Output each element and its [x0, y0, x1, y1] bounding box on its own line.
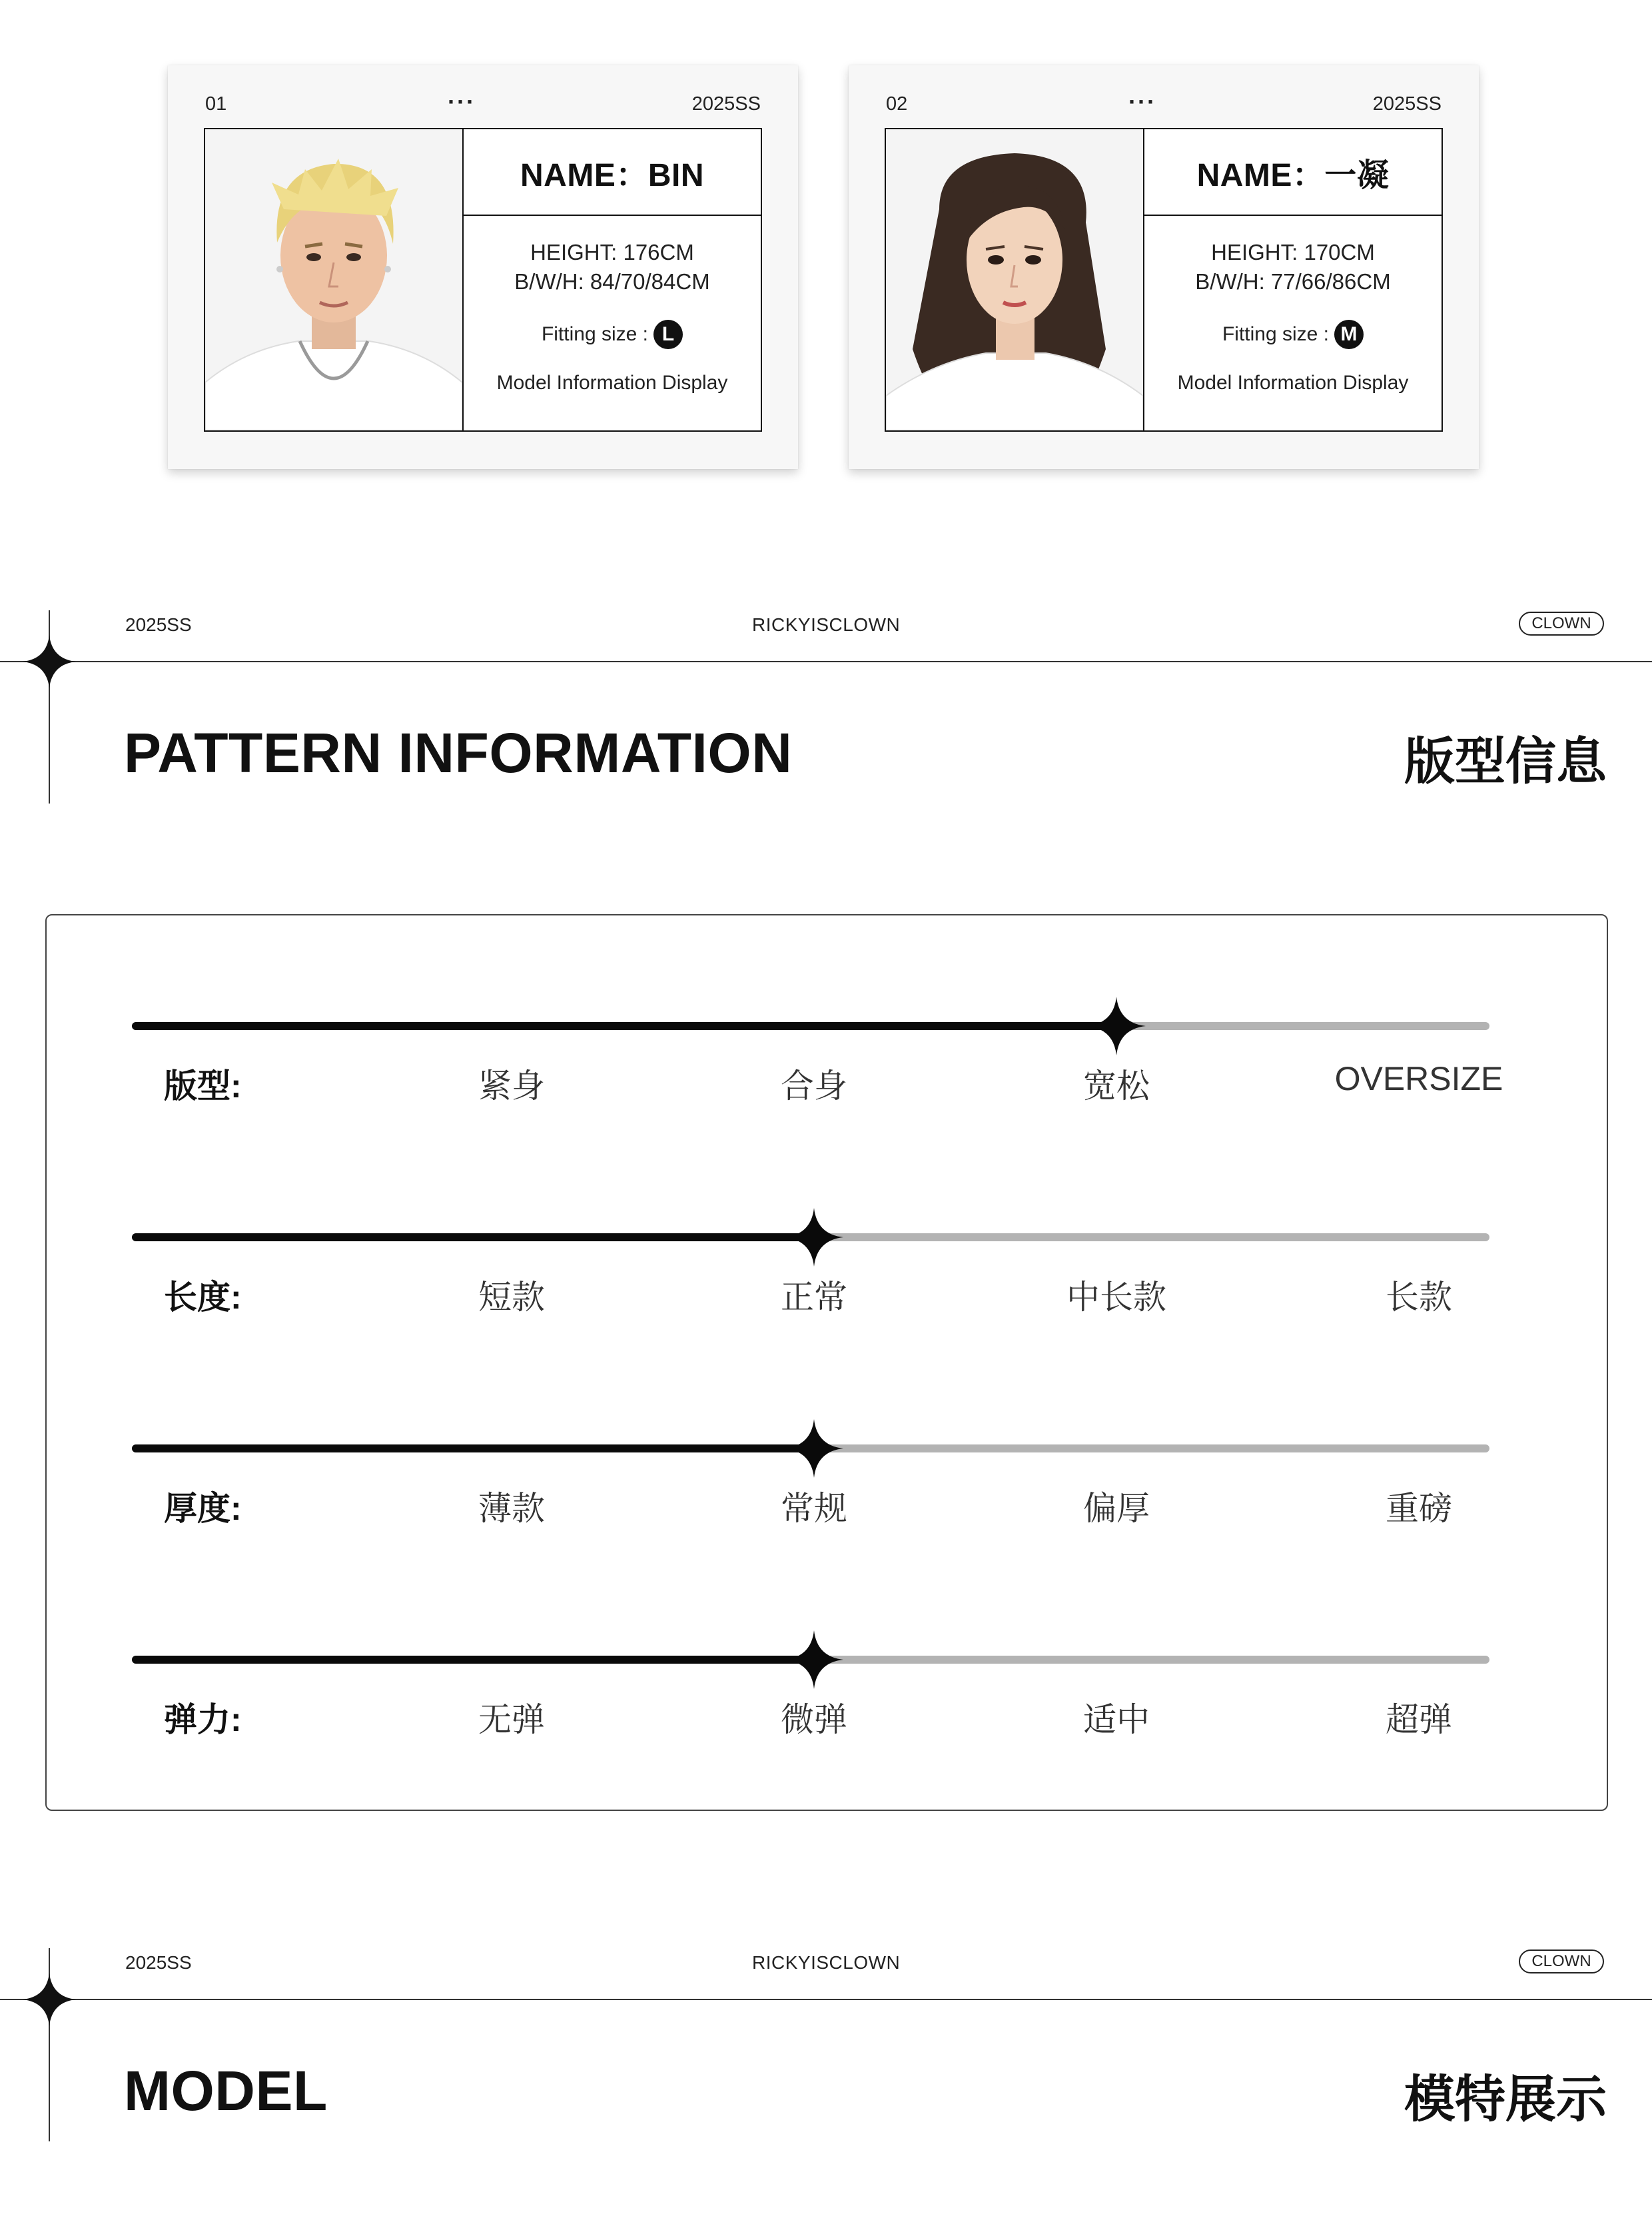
model-display-text: Model Information Display — [1177, 372, 1409, 394]
section-brand: RICKYISCLOWN — [752, 1952, 901, 1973]
scale-option: 长款 — [1386, 1279, 1452, 1316]
scale-option: 合身 — [781, 1067, 847, 1105]
scale-option: 薄款 — [478, 1490, 545, 1527]
scale-marker-icon — [785, 1208, 843, 1267]
fitting-size-label: Fitting size : — [1222, 323, 1330, 345]
fitting-size-badge: M — [1334, 320, 1364, 349]
model-info — [464, 216, 761, 430]
scale-thickness — [47, 1444, 1607, 1564]
scale-option: 适中 — [1083, 1701, 1150, 1738]
scale-option: 无弹 — [478, 1701, 545, 1738]
four-point-star-icon — [23, 1973, 76, 2026]
model-photo-female — [886, 129, 1144, 430]
pattern-panel — [45, 914, 1608, 1811]
model-height: HEIGHT: 170CM — [1211, 240, 1375, 265]
fitting-size-row — [464, 320, 761, 349]
scale-track-active — [132, 1233, 814, 1241]
card-season: 2025SS — [691, 93, 761, 115]
scale-label: 版型: — [164, 1067, 242, 1105]
section-title-cn: 模特展示 — [1404, 2071, 1607, 2128]
scale-track-active — [132, 1022, 1116, 1030]
model-height: HEIGHT: 176CM — [530, 240, 694, 265]
female-portrait-icon — [886, 129, 1143, 430]
scale-label: 厚度: — [164, 1490, 242, 1527]
scale-label: 长度: — [164, 1279, 242, 1316]
scale-option: 宽松 — [1083, 1067, 1150, 1105]
scale-option: 短款 — [478, 1279, 545, 1316]
more-dots-icon: ··· — [1128, 88, 1156, 115]
clown-badge: CLOWN — [1519, 612, 1604, 636]
scale-marker-icon — [785, 1419, 843, 1478]
more-dots-icon: ··· — [448, 88, 476, 115]
card-header — [886, 88, 1442, 117]
card-number: 02 — [886, 93, 908, 115]
scale-option: OVERSIZE — [1334, 1060, 1503, 1097]
card-number: 01 — [205, 93, 227, 115]
card-header — [205, 88, 761, 117]
section-season: 2025SS — [125, 1952, 192, 1973]
scale-option: 常规 — [781, 1490, 847, 1527]
four-point-star-icon — [23, 635, 76, 688]
divider-line — [0, 661, 1652, 662]
scale-option: 重磅 — [1386, 1490, 1452, 1527]
model-name: NAME：BIN — [464, 129, 761, 216]
scale-marker-icon — [785, 1630, 843, 1689]
section-season: 2025SS — [125, 614, 192, 635]
scale-track-active — [132, 1656, 814, 1664]
fitting-size-label: Fitting size : — [541, 323, 649, 345]
model-name: NAME：一凝 — [1144, 129, 1442, 216]
section-brand: RICKYISCLOWN — [752, 614, 901, 635]
model-bwh: B/W/H: 77/66/86CM — [1195, 269, 1391, 294]
scale-option: 紧身 — [478, 1067, 545, 1105]
scale-option: 微弹 — [781, 1701, 847, 1738]
scale-track-active — [132, 1444, 814, 1452]
scale-length — [47, 1233, 1607, 1353]
scale-option: 正常 — [781, 1279, 847, 1316]
card-frame — [885, 128, 1443, 432]
male-portrait-icon — [205, 129, 462, 430]
scale-option: 中长款 — [1066, 1279, 1166, 1316]
scale-fit — [47, 1022, 1607, 1142]
card-season: 2025SS — [1372, 93, 1442, 115]
card-frame — [204, 128, 762, 432]
section-header-model — [0, 1948, 1652, 2148]
fitting-size-badge: L — [653, 320, 683, 349]
model-bwh: B/W/H: 84/70/84CM — [514, 269, 710, 294]
section-title-cn: 版型信息 — [1404, 734, 1607, 790]
section-header-pattern — [0, 610, 1652, 810]
section-title-en: MODEL — [124, 2059, 328, 2122]
model-card-2 — [849, 65, 1479, 469]
scale-option: 偏厚 — [1083, 1490, 1150, 1527]
model-photo-male — [205, 129, 464, 430]
fitting-size-row — [1144, 320, 1442, 349]
divider-line — [0, 1999, 1652, 2000]
scale-elasticity — [47, 1656, 1607, 1776]
model-card-1 — [168, 65, 798, 469]
scale-marker-icon — [1087, 997, 1146, 1055]
clown-badge: CLOWN — [1519, 1949, 1604, 1973]
scale-option: 超弹 — [1386, 1701, 1452, 1738]
section-title-en: PATTERN INFORMATION — [124, 722, 793, 784]
scale-label: 弹力: — [164, 1701, 242, 1738]
model-display-text: Model Information Display — [496, 372, 728, 394]
model-info — [1144, 216, 1442, 430]
